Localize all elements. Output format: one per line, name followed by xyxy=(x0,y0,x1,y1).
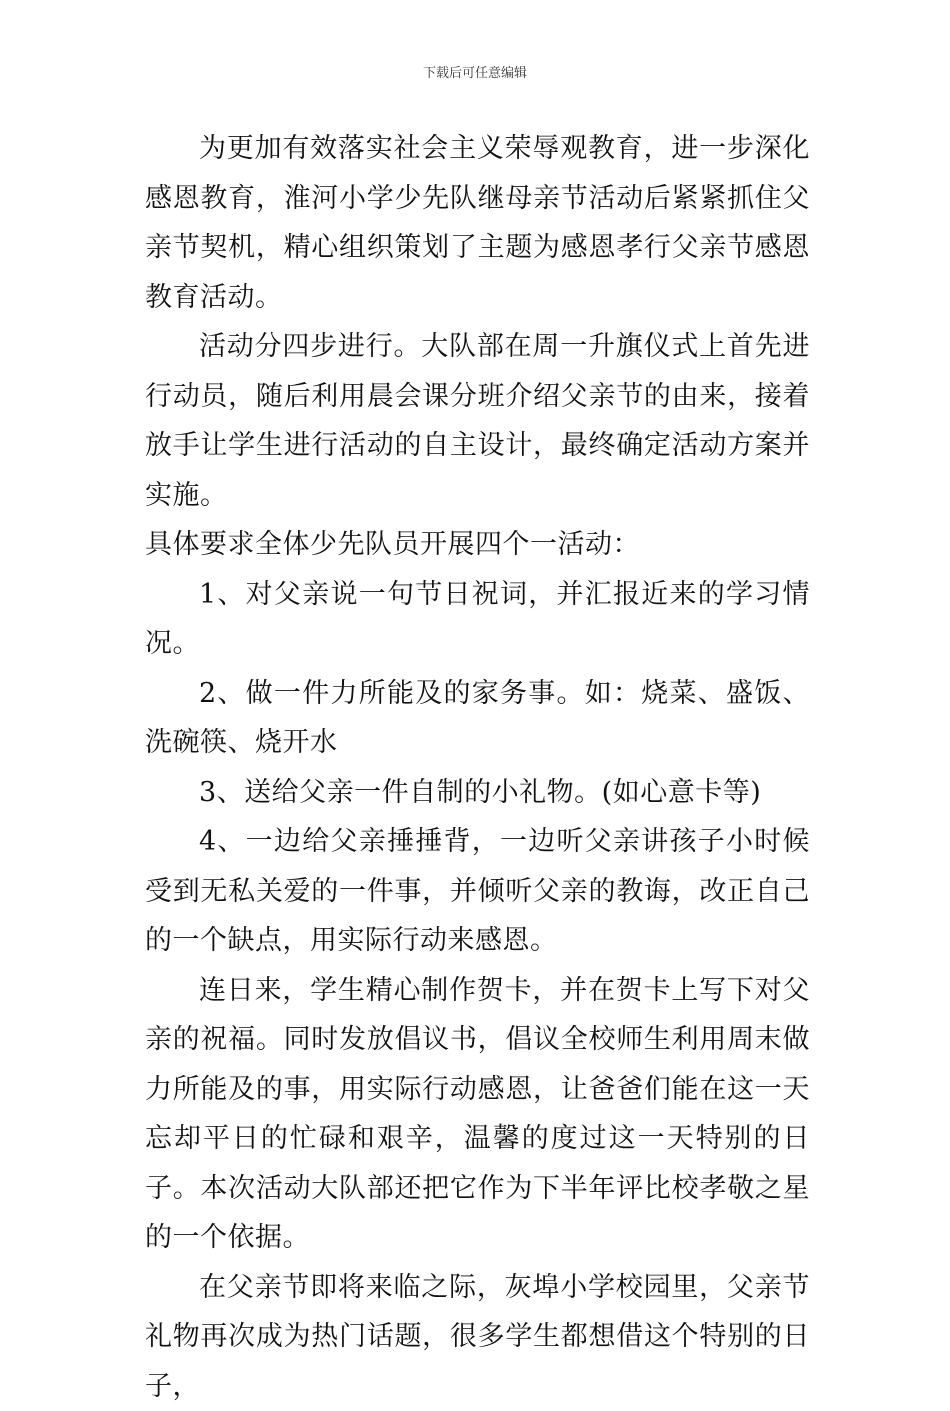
list-item-4: 4、一边给父亲捶捶背，一边听父亲讲孩子小时候受到无私关爱的一件事，并倾听父亲的教诲，改正自己的一个缺点，用实际行动来感恩。 xyxy=(145,817,810,966)
paragraph-activity-steps: 活动分四步进行。大队部在周一升旗仪式上首先进行动员，随后利用晨会课分班介绍父亲节的由来，接着放手让学生进行活动的自主设计，最终确定活动方案并实施。 xyxy=(145,322,810,520)
paragraph-requirements: 具体要求全体少先队员开展四个一活动： xyxy=(145,520,810,570)
list-item-2: 2、做一件力所能及的家务事。如：烧菜、盛饭、洗碗筷、烧开水 xyxy=(145,669,810,768)
paragraph-fathers-day-gifts: 在父亲节即将来临之际，灰埠小学校园里，父亲节礼物再次成为热门话题，很多学生都想借这个特别的日子， xyxy=(145,1263,810,1411)
paragraph-greeting-cards: 连日来，学生精心制作贺卡，并在贺卡上写下对父亲的祝福。同时发放倡议书，倡议全校师生利用周末做力所能及的事，用实际行动感恩，让爸爸们能在这一天忘却平日的忙碌和艰辛，温馨的度过这一天特别的日子。本次活动大队部还把它作为下半年评比校孝敬之星的一个依据。 xyxy=(145,966,810,1263)
list-item-3: 3、送给父亲一件自制的小礼物。(如心意卡等) xyxy=(145,768,810,818)
document-body xyxy=(145,124,810,1411)
list-item-1: 1、对父亲说一句节日祝词，并汇报近来的学习情况。 xyxy=(145,570,810,669)
page-header: 下载后可任意编辑 xyxy=(0,66,950,82)
paragraph-intro: 为更加有效落实社会主义荣辱观教育，进一步深化感恩教育，淮河小学少先队继母亲节活动后紧紧抓住父亲节契机，精心组织策划了主题为感恩孝行父亲节感恩教育活动。 xyxy=(145,124,810,322)
